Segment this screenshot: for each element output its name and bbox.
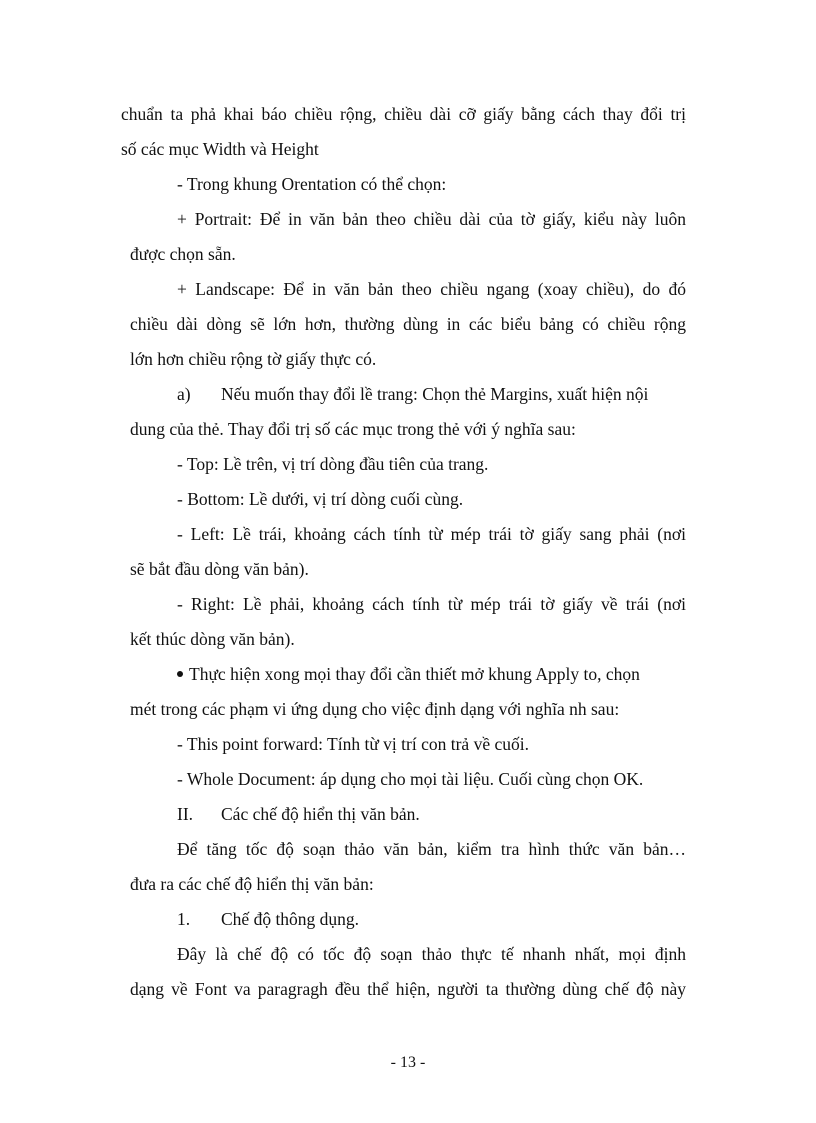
- text-line-25: Đây là chế độ có tốc độ soạn thảo thực tế nhanh nhất, mọi định: [177, 944, 686, 964]
- list-item-a: [177, 384, 686, 404]
- list-marker-roman: II.: [177, 804, 194, 824]
- text-line-7: chiều dài dòng sẽ lớn hơn, thường dùng in các biểu bảng có chiều rộng: [130, 314, 686, 334]
- section-heading-2: [177, 804, 420, 824]
- bullet-dot-icon: [177, 671, 183, 677]
- text-line-20: - Whole Document: áp dụng cho mọi tài liệu. Cuối cùng chọn OK.: [177, 769, 644, 789]
- text-line-15: - Right: Lề phải, khoảng cách tính từ mép trái tờ giấy về trái (nơi: [177, 594, 686, 614]
- text-line-23: đưa ra các chế độ hiển thị văn bản:: [130, 874, 374, 894]
- text-line-17: Thực hiện xong mọi thay đổi cần thiết mở khung Apply to, chọn: [189, 664, 640, 684]
- text-line-6: + Landscape: Để in văn bản theo chiều ngang (xoay chiều), do đó: [177, 279, 686, 299]
- text-line-9: Nếu muốn thay đổi lề trang: Chọn thẻ Margins, xuất hiện nội: [221, 384, 649, 404]
- text-line-16: kết thúc dòng văn bản).: [130, 629, 295, 649]
- text-line-11: - Top: Lề trên, vị trí dòng đầu tiên của trang.: [177, 454, 489, 474]
- text-line-12: - Bottom: Lề dưới, vị trí dòng cuối cùng.: [177, 489, 464, 509]
- list-marker-a: a): [177, 384, 191, 404]
- text-line-3: - Trong khung Orentation có thể chọn:: [177, 174, 447, 194]
- text-line-19: - This point forward: Tính từ vị trí con trả về cuối.: [177, 734, 529, 754]
- list-marker-1: 1.: [177, 909, 191, 929]
- bullet-item: [177, 664, 686, 684]
- subsection-heading-1: [177, 909, 359, 929]
- text-line-21: Các chế độ hiển thị văn bản.: [221, 804, 420, 824]
- text-line-5: được chọn sẵn.: [130, 244, 236, 264]
- text-line-2: số các mục Width và Height: [121, 139, 319, 159]
- text-line-8: lớn hơn chiều rộng tờ giấy thực có.: [130, 349, 377, 369]
- text-line-26: dạng về Font va paragragh đều thể hiện, người ta thường dùng chế độ này: [130, 979, 686, 999]
- text-line-22: Để tăng tốc độ soạn thảo văn bản, kiểm tra hình thức văn bản…: [177, 839, 686, 859]
- text-line-24: Chế độ thông dụng.: [221, 909, 360, 929]
- page-number: - 13 -: [390, 1054, 426, 1071]
- text-line-4: + Portrait: Để in văn bản theo chiều dài của tờ giấy, kiểu này luôn: [177, 209, 686, 229]
- text-line-1: chuẩn ta phả khai báo chiều rộng, chiều dài cỡ giấy bằng cách thay đổi trị: [121, 104, 686, 124]
- text-line-18: mét trong các phạm vi ứng dụng cho việc định dạng với nghĩa nh sau:: [130, 699, 620, 719]
- text-line-14: sẽ bắt đầu dòng văn bản).: [130, 559, 309, 579]
- text-line-10: dung của thẻ. Thay đổi trị số các mục trong thẻ với ý nghĩa sau:: [130, 419, 576, 439]
- text-line-13: - Left: Lề trái, khoảng cách tính từ mép trái tờ giấy sang phải (nơi: [177, 524, 686, 544]
